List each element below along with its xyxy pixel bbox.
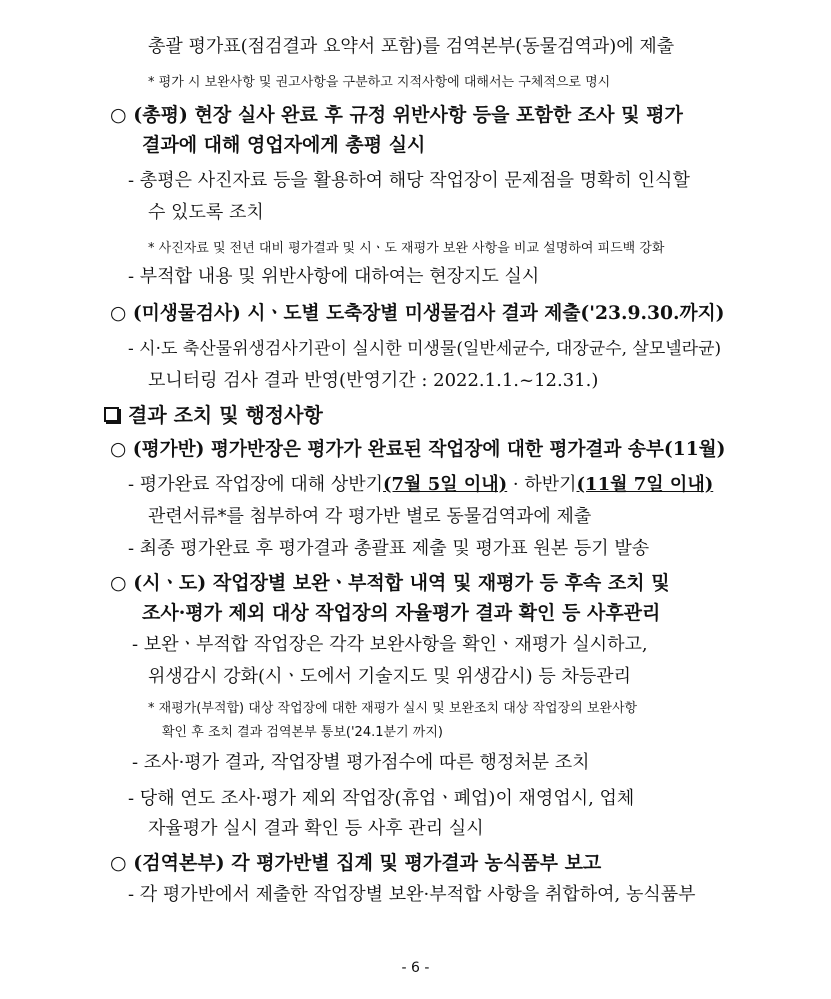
micro-item: - 시·도 축산물위생검사기관이 실시한 미생물(일반세균수, 대장균수, 살모넬라균) <box>128 339 722 359</box>
micro-item-cont: 모니터링 검사 결과 반영(반영기간 : 2022.1.1.~12.31.) <box>148 370 599 391</box>
provincial-item-3: - 당해 연도 조사·평가 제외 작업장(휴업ㆍ폐업)이 재영업시, 업체 <box>128 788 635 809</box>
panel-item-1 <box>128 474 713 496</box>
circle-bullet-icon: ○ <box>110 104 127 126</box>
second-half-deadline: (11월 7일 이내) <box>576 474 714 495</box>
provincial-note: * 재평가(부적합) 대상 작업장에 대한 재평가 실시 및 보완조치 대상 작업장의 보완사항 <box>148 701 638 716</box>
provincial-heading-cont: 조사·평가 제외 대상 작업장의 자율평가 결과 확인 등 사후관리 <box>142 602 661 624</box>
note-line: * 평가 시 보완사항 및 권고사항을 구분하고 지적사항에 대해서는 구체적으로 명시 <box>148 75 611 90</box>
provincial-heading-text: (시ㆍ도) 작업장별 보완ㆍ부적합 내역 및 재평가 등 후속 조치 및 <box>133 572 670 594</box>
section-title: 결과 조치 및 행정사항 <box>128 403 323 427</box>
circle-bullet-icon: ○ <box>110 852 127 874</box>
first-half-deadline: (7월 5일 이내) <box>383 474 508 495</box>
circle-bullet-icon: ○ <box>110 302 127 324</box>
summary-line: 총괄 평가표(점검결과 요약서 포함)를 검역본부(동물검역과)에 제출 <box>148 36 675 57</box>
provincial-item-1-cont: 위생감시 강화(시ㆍ도에서 기술지도 및 위생감시) 등 차등관리 <box>148 666 632 687</box>
hq-heading <box>110 852 601 874</box>
circle-bullet-icon: ○ <box>110 572 127 594</box>
micro-heading-text: (미생물검사) 시ㆍ도별 도축장별 미생물검사 결과 제출('23.9.30.까지) <box>132 302 725 324</box>
panel-item-2: - 최종 평가완료 후 평가결과 총괄표 제출 및 평가표 원본 등기 발송 <box>128 538 650 559</box>
panel-item-1-mid: · 하반기 <box>507 474 577 495</box>
hq-heading-text: (검역본부) 각 평가반별 집계 및 평가결과 농식품부 보고 <box>133 852 602 874</box>
hq-item-1: - 각 평가반에서 제출한 작업장별 보완·부적합 사항을 취합하여, 농식품부 <box>128 884 696 905</box>
review-heading <box>110 104 683 126</box>
provincial-item-1: - 보완ㆍ부적합 작업장은 각각 보완사항을 확인ㆍ재평가 실시하고, <box>132 634 648 655</box>
review-item-1: - 총평은 사진자료 등을 활용하여 해당 작업장이 문제점을 명확히 인식할 <box>128 170 690 191</box>
review-item-1-cont: 수 있도록 조치 <box>148 202 264 223</box>
micro-heading <box>110 302 725 324</box>
panel-heading-text: (평가반) 평가반장은 평가가 완료된 작업장에 대한 평가결과 송부(11월) <box>132 438 726 460</box>
page-number: - 6 - <box>401 960 430 976</box>
panel-item-1-cont: 관련서류*를 첨부하여 각 평가반 별로 동물검역과에 제출 <box>148 506 592 527</box>
review-item-2: - 부적합 내용 및 위반사항에 대하여는 현장지도 실시 <box>128 266 540 287</box>
checkbox-square-icon <box>104 407 119 422</box>
provincial-note-cont: 확인 후 조치 결과 검역본부 통보('24.1분기 까지) <box>162 725 443 740</box>
provincial-item-3-cont: 자율평가 실시 결과 확인 등 사후 관리 실시 <box>148 818 484 839</box>
review-heading-cont: 결과에 대해 영업자에게 총평 실시 <box>142 134 426 156</box>
provincial-heading <box>110 572 670 594</box>
provincial-item-2: - 조사·평가 결과, 작업장별 평가점수에 따른 행정처분 조치 <box>132 752 590 773</box>
panel-item-1-text: - 평가완료 작업장에 대해 상반기 <box>128 474 384 495</box>
review-heading-text: (총평) 현장 실사 완료 후 규정 위반사항 등을 포함한 조사 및 평가 <box>133 104 683 126</box>
circle-bullet-icon: ○ <box>110 438 127 460</box>
panel-heading <box>110 438 725 460</box>
review-note: * 사진자료 및 전년 대비 평가결과 및 시ㆍ도 재평가 보완 사항을 비교 설명하여 피드백 강화 <box>148 241 665 256</box>
